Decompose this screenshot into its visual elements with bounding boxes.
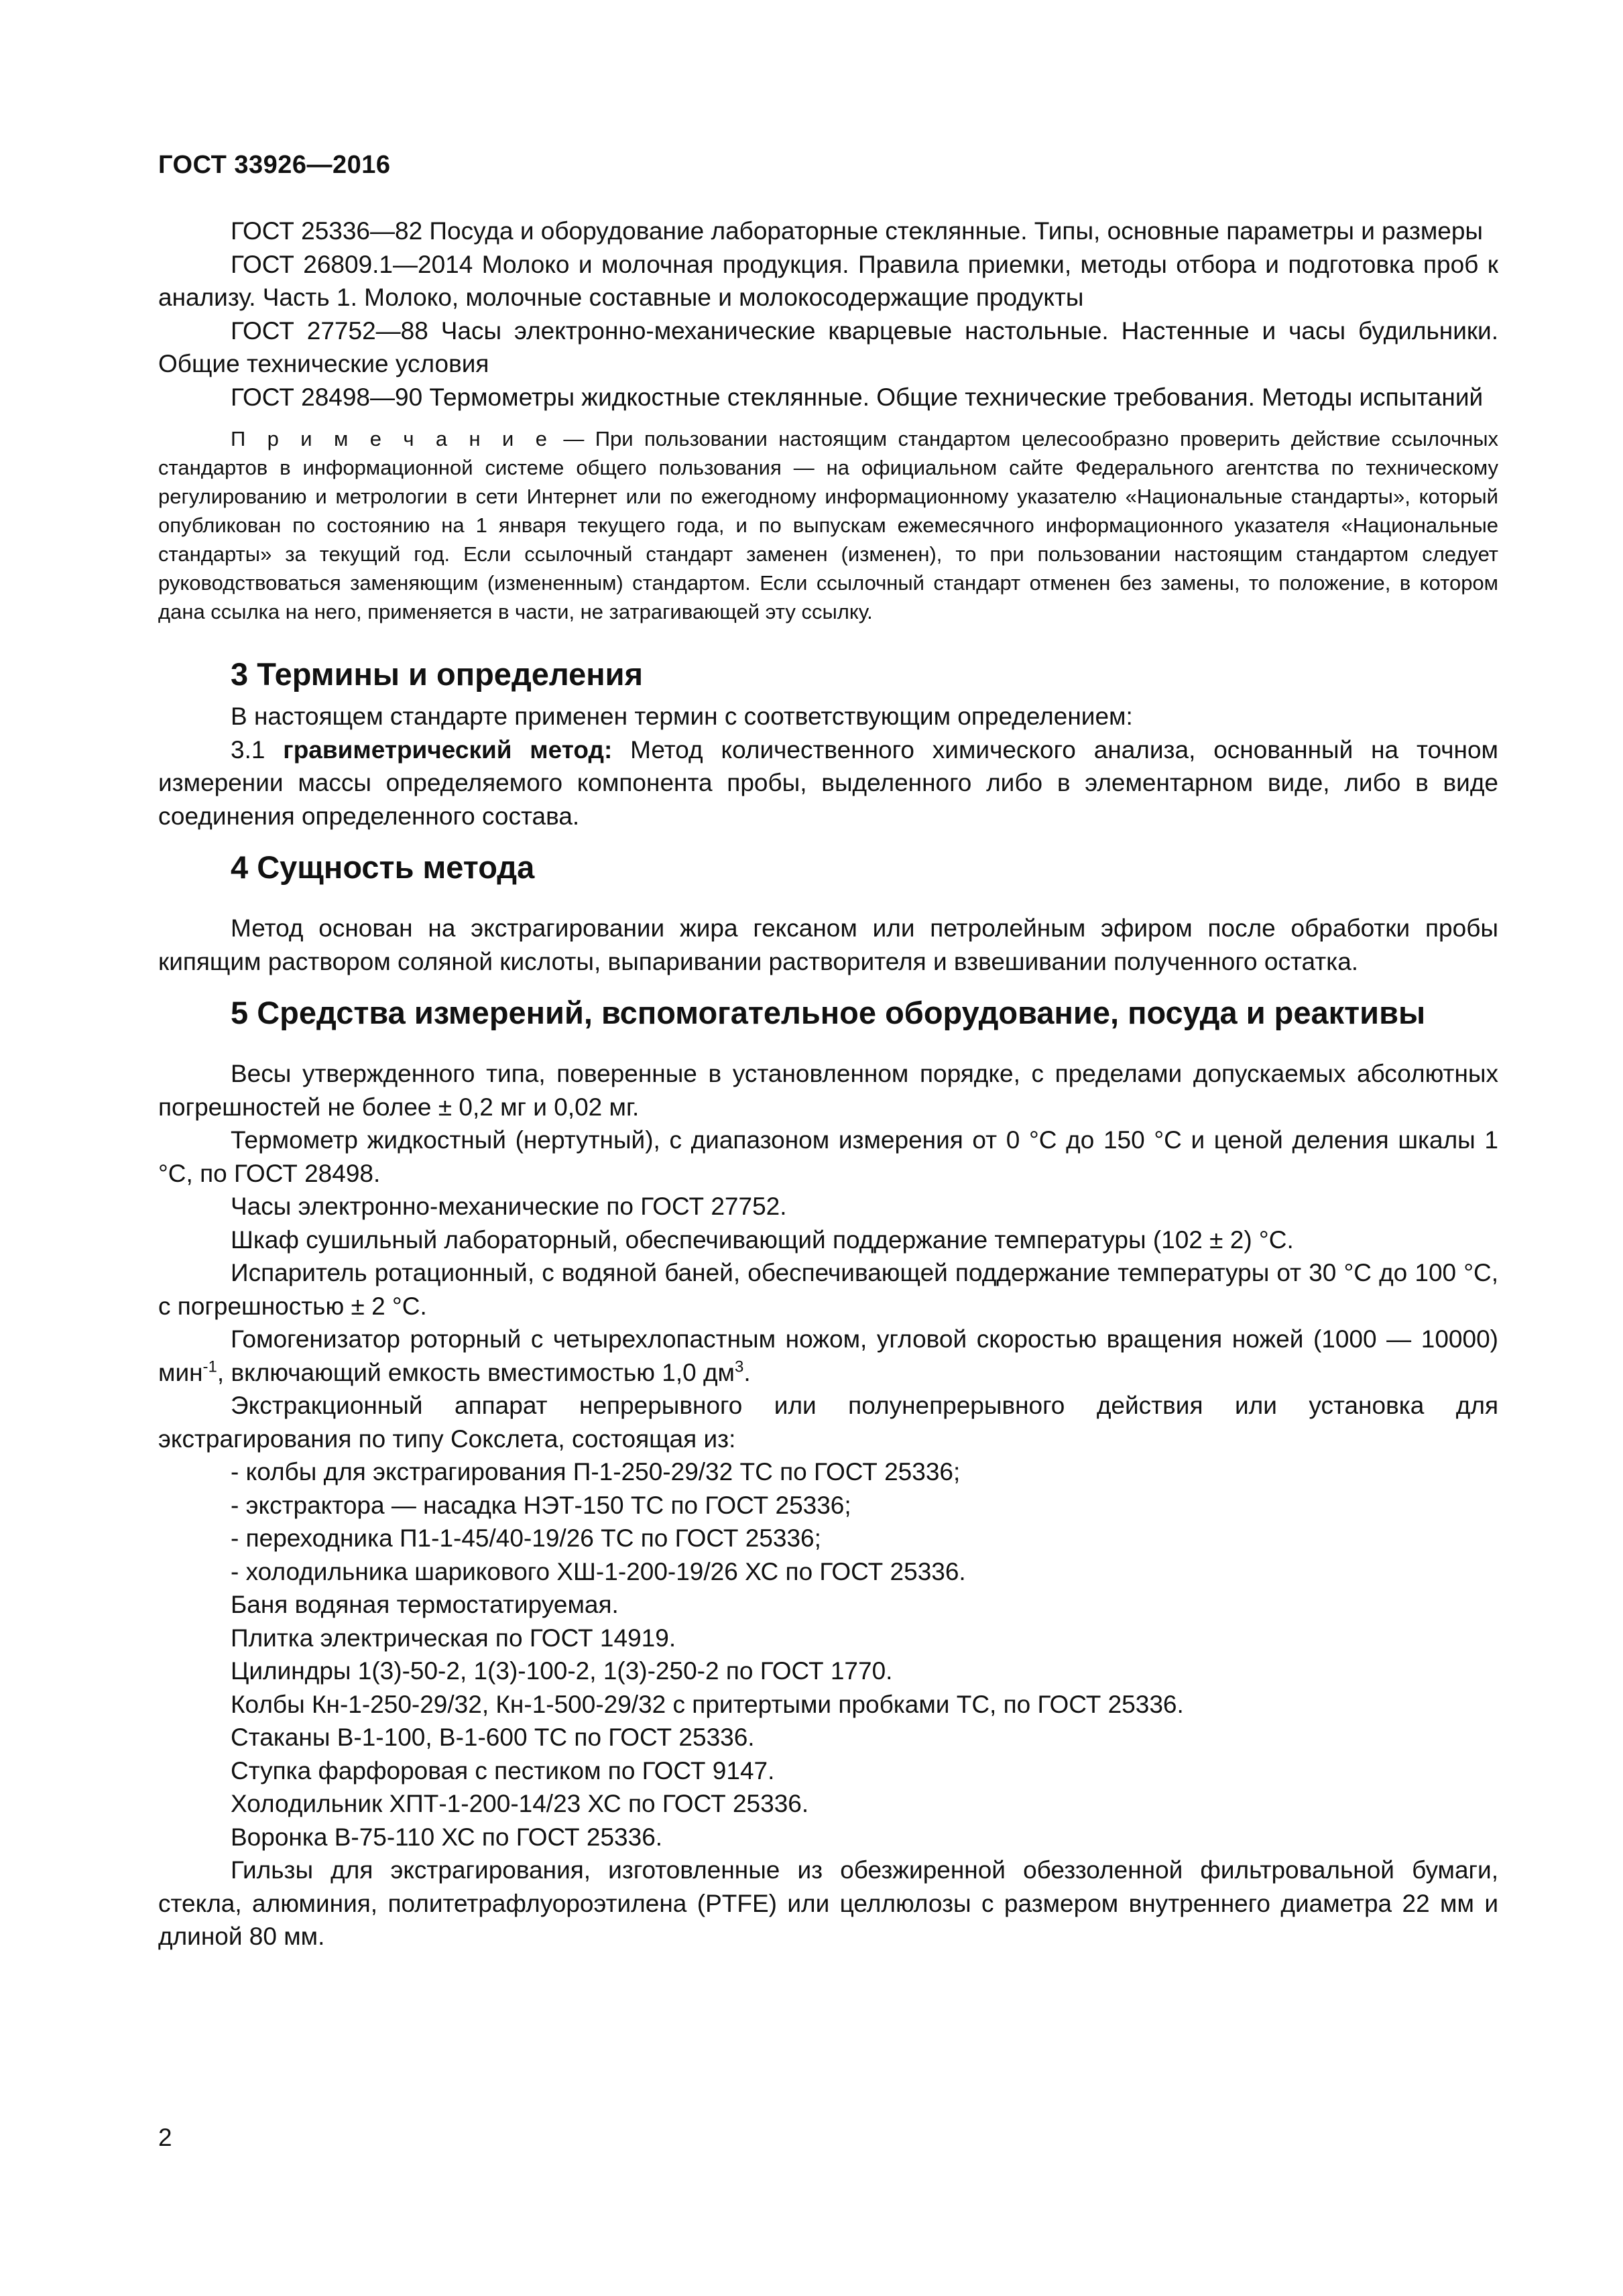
- document-code-header: ГОСТ 33926—2016: [158, 151, 391, 179]
- equipment-item: Воронка В-75-110 ХС по ГОСТ 25336.: [231, 1823, 663, 1851]
- equipment-item: Ступка фарфоровая с пестиком по ГОСТ 9147.: [231, 1756, 775, 1785]
- term-definition: [158, 733, 1498, 833]
- equipment-subitem: - колбы для экстрагирования П-1-250-29/32 ТС по ГОСТ 25336;: [231, 1458, 961, 1486]
- equipment-subitem: - экстрактора — насадка НЭТ-150 ТС по ГОСТ 25336;: [231, 1491, 851, 1519]
- equipment-item: Шкаф сушильный лабораторный, обеспечивающий поддержание температуры (102 ± 2) °С.: [231, 1225, 1294, 1254]
- equipment-item: Испаритель ротационный, с водяной баней, обеспечивающей поддержание температуры от 30 °С до 100 °С, с погрешностью ± 2 °С.: [158, 1259, 1498, 1320]
- equipment-item: Плитка электрическая по ГОСТ 14919.: [231, 1624, 676, 1652]
- terms-intro: В настоящем стандарте применен термин с соответствующим определением:: [231, 703, 1133, 730]
- equipment-item: Цилиндры 1(3)-50-2, 1(3)-100-2, 1(3)-250-2 по ГОСТ 1770.: [231, 1657, 893, 1685]
- term-name: гравиметрический метод:: [283, 735, 613, 764]
- section-4-heading: 4 Сущность метода: [231, 849, 535, 885]
- equipment-item: Гильзы для экстрагирования, изготовленные из обезжиренной обеззоленной фильтровальной бумаги, стекла, алюминия, политетрафлуороэтилена (PTFE) или целлюлозы с размером внутреннего диаметра 22 мм и длиной 80 мм.: [158, 1856, 1498, 1950]
- note-paragraph: [158, 424, 1498, 626]
- equipment-item-homogenizer: Гомогенизатор роторный с четырехлопастным ножом, угловой скоростью вращения ножей (1000 — 10000) мин$^{-1}$, включающий емкость вместимостью 1,0 $дм^3$.: [158, 1325, 1498, 1386]
- equipment-item: Колбы Кн-1-250-29/32, Кн-1-500-29/32 с притертыми пробками ТС, по ГОСТ 25336.: [231, 1690, 1184, 1718]
- equipment-subitem: - холодильника шарикового ХШ-1-200-19/26 ХС по ГОСТ 25336.: [231, 1557, 966, 1585]
- equipment-item: Часы электронно-механические по ГОСТ 27752.: [231, 1193, 787, 1220]
- reference-item: ГОСТ 28498—90 Термометры жидкостные стеклянные. Общие технические требования. Методы испытаний: [231, 383, 1484, 411]
- section-5-heading: 5 Средства измерений, вспомогательное оборудование, посуда и реактивы: [231, 995, 1426, 1030]
- note-label: П р и м е ч а н и е: [231, 427, 552, 450]
- term-text: Метод количественного химического анализа, основанный на точном измерении массы определяемого компонента пробы, выделенного либо в элементарном виде, либо в виде соединения определенного состава.: [158, 735, 1498, 830]
- method-essence-text: Метод основан на экстрагировании жира гексаном или петролейным эфиром после обработки пробы кипящим раствором соляной кислоты, выпаривании растворителя и взвешивании полученного остатка.: [158, 914, 1498, 975]
- equipment-item: Весы утвержденного типа, поверенные в установленном порядке, с пределами допускаемых абсолютных погрешностей не более ± 0,2 мг и 0,02 мг.: [158, 1060, 1498, 1121]
- equipment-item: Баня водяная термостатируемая.: [231, 1591, 619, 1618]
- note-text: — При пользовании настоящим стандартом целесообразно проверить действие ссылочных стандартов в информационной системе общего пользования — на официальном сайте Федерального агентства по техническому регулированию и метрологии в сети Интернет или по ежегодному информационному указателю «Национальные стандарты», который опубликован по состоянию на 1 января текущего года, и по выпускам ежемесячного информационного указателя «Национальные стандарты» за текущий год. Если ссылочный стандарт заменен (изменен), то при пользовании настоящим стандартом следует руководствоваться заменяющим (измененным) стандартом. Если ссылочный стандарт отменен без замены, то положение, в котором дана ссылка на него, применяется в части, не затрагивающей эту ссылку.: [158, 427, 1498, 623]
- reference-item: ГОСТ 26809.1—2014 Молоко и молочная продукция. Правила приемки, методы отбора и подготовка проб к анализу. Часть 1. Молоко, молочные составные и молокосодержащие продукты: [158, 250, 1498, 311]
- equipment-item: Стаканы В-1-100, В-1-600 ТС по ГОСТ 25336.: [231, 1724, 755, 1751]
- page-number: 2: [158, 2124, 172, 2151]
- equipment-subitem: - переходника П1-1-45/40-19/26 ТС по ГОСТ 25336;: [231, 1524, 821, 1552]
- term-number: 3.1: [231, 735, 284, 764]
- equipment-item: Термометр жидкостный (нертутный), с диапазоном измерения от 0 °С до 150 °С и ценой деления шкалы 1 °С, по ГОСТ 28498.: [158, 1126, 1498, 1187]
- reference-item: ГОСТ 27752—88 Часы электронно-механические кварцевые настольные. Настенные и часы будильники. Общие технические условия: [158, 316, 1498, 377]
- equipment-item: Холодильник ХПТ-1-200-14/23 ХС по ГОСТ 25336.: [231, 1790, 809, 1817]
- reference-item: ГОСТ 25336—82 Посуда и оборудование лабораторные стеклянные. Типы, основные параметры и размеры: [231, 217, 1484, 245]
- section-3-heading: 3 Термины и определения: [231, 656, 643, 692]
- document-body: [158, 215, 1498, 1953]
- equipment-item: Экстракционный аппарат непрерывного или полунепрерывного действия или установка для экстрагирования по типу Сокслета, состоящая из:: [158, 1392, 1498, 1453]
